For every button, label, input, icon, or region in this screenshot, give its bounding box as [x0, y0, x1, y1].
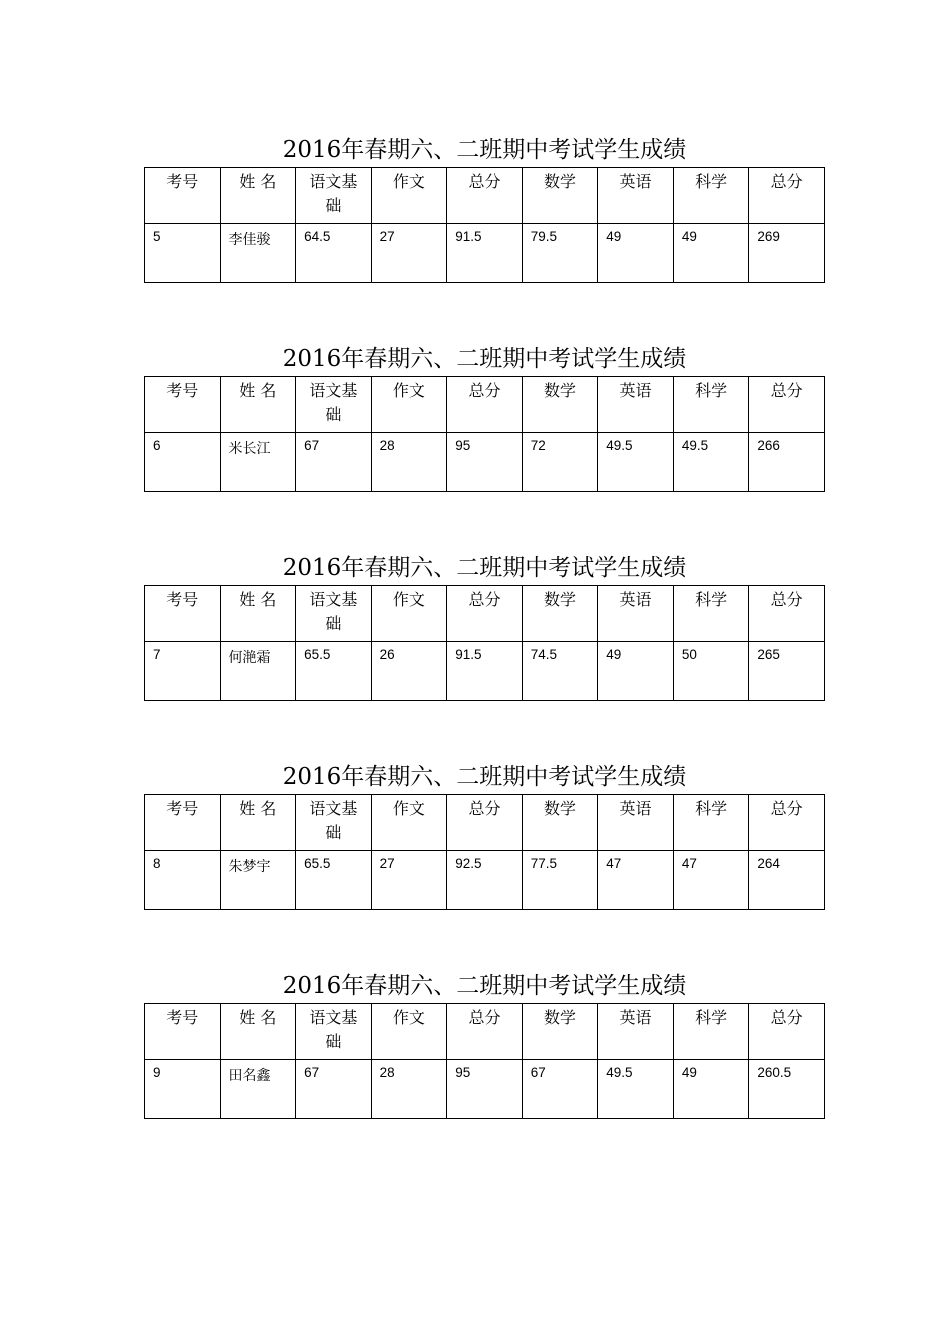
science-score: 47 — [673, 851, 749, 910]
header-chinese-basics: 语文基础 — [296, 377, 372, 433]
block-title: 2016年春期六、二班期中考试学生成绩 — [282, 764, 687, 790]
exam-number: 8 — [145, 851, 221, 910]
header-english: 英语 — [598, 168, 674, 224]
header-math: 数学 — [522, 1004, 598, 1060]
table-row — [145, 433, 825, 492]
math-score: 77.5 — [522, 851, 598, 910]
header-exam-number: 考号 — [145, 586, 221, 642]
header-math: 数学 — [522, 377, 598, 433]
science-score: 49 — [673, 224, 749, 283]
chinese-basics-score: 65.5 — [296, 642, 372, 701]
header-science: 科学 — [673, 377, 749, 433]
header-math: 数学 — [522, 168, 598, 224]
english-score: 49 — [598, 224, 674, 283]
composition-score: 28 — [371, 433, 447, 492]
header-science: 科学 — [673, 795, 749, 851]
header-grand-total: 总分 — [749, 168, 825, 224]
block-title: 2016年春期六、二班期中考试学生成绩 — [282, 555, 687, 581]
english-score: 49.5 — [598, 1060, 674, 1119]
english-score: 49 — [598, 642, 674, 701]
header-name: 姓 名 — [220, 1004, 296, 1060]
header-row — [145, 168, 825, 224]
chinese-basics-score: 67 — [296, 1060, 372, 1119]
header-row — [145, 377, 825, 433]
english-score: 47 — [598, 851, 674, 910]
header-grand-total: 总分 — [749, 1004, 825, 1060]
math-score: 79.5 — [522, 224, 598, 283]
header-name: 姓 名 — [220, 377, 296, 433]
grand-total-score: 260.5 — [749, 1060, 825, 1119]
composition-score: 27 — [371, 224, 447, 283]
header-english: 英语 — [598, 377, 674, 433]
student-name: 米长江 — [220, 433, 296, 492]
student-name: 朱梦宇 — [220, 851, 296, 910]
header-grand-total: 总分 — [749, 586, 825, 642]
header-chinese-basics: 语文基础 — [296, 168, 372, 224]
table-row — [145, 1060, 825, 1119]
score-table — [144, 794, 825, 910]
header-chinese-total: 总分 — [447, 168, 523, 224]
chinese-basics-score: 67 — [296, 433, 372, 492]
chinese-total-score: 91.5 — [447, 224, 523, 283]
header-math: 数学 — [522, 586, 598, 642]
chinese-total-score: 95 — [447, 1060, 523, 1119]
score-table — [144, 1003, 825, 1119]
header-exam-number: 考号 — [145, 377, 221, 433]
header-name: 姓 名 — [220, 586, 296, 642]
english-score: 49.5 — [598, 433, 674, 492]
header-english: 英语 — [598, 1004, 674, 1060]
science-score: 49 — [673, 1060, 749, 1119]
header-row — [145, 586, 825, 642]
header-exam-number: 考号 — [145, 1004, 221, 1060]
math-score: 74.5 — [522, 642, 598, 701]
block-title: 2016年春期六、二班期中考试学生成绩 — [282, 346, 687, 372]
header-chinese-basics: 语文基础 — [296, 1004, 372, 1060]
header-chinese-total: 总分 — [447, 795, 523, 851]
header-row — [145, 795, 825, 851]
block-title: 2016年春期六、二班期中考试学生成绩 — [282, 973, 687, 999]
header-chinese-basics: 语文基础 — [296, 586, 372, 642]
exam-number: 6 — [145, 433, 221, 492]
composition-score: 28 — [371, 1060, 447, 1119]
score-block — [144, 969, 825, 1119]
score-block — [144, 133, 825, 283]
table-row — [145, 224, 825, 283]
header-math: 数学 — [522, 795, 598, 851]
header-composition: 作文 — [371, 377, 447, 433]
header-chinese-total: 总分 — [447, 377, 523, 433]
header-grand-total: 总分 — [749, 795, 825, 851]
grand-total-score: 269 — [749, 224, 825, 283]
block-title: 2016年春期六、二班期中考试学生成绩 — [282, 137, 687, 163]
header-composition: 作文 — [371, 586, 447, 642]
composition-score: 27 — [371, 851, 447, 910]
score-table — [144, 167, 825, 283]
header-english: 英语 — [598, 586, 674, 642]
composition-score: 26 — [371, 642, 447, 701]
header-composition: 作文 — [371, 168, 447, 224]
science-score: 49.5 — [673, 433, 749, 492]
header-science: 科学 — [673, 586, 749, 642]
exam-number: 7 — [145, 642, 221, 701]
header-grand-total: 总分 — [749, 377, 825, 433]
grand-total-score: 265 — [749, 642, 825, 701]
chinese-total-score: 92.5 — [447, 851, 523, 910]
chinese-basics-score: 65.5 — [296, 851, 372, 910]
student-name: 李佳骏 — [220, 224, 296, 283]
grand-total-score: 266 — [749, 433, 825, 492]
chinese-total-score: 91.5 — [447, 642, 523, 701]
header-english: 英语 — [598, 795, 674, 851]
header-name: 姓 名 — [220, 795, 296, 851]
score-block — [144, 342, 825, 492]
grand-total-score: 264 — [749, 851, 825, 910]
score-table — [144, 585, 825, 701]
header-science: 科学 — [673, 168, 749, 224]
header-exam-number: 考号 — [145, 795, 221, 851]
math-score: 72 — [522, 433, 598, 492]
header-composition: 作文 — [371, 1004, 447, 1060]
header-exam-number: 考号 — [145, 168, 221, 224]
student-name: 田名鑫 — [220, 1060, 296, 1119]
chinese-basics-score: 64.5 — [296, 224, 372, 283]
exam-number: 5 — [145, 224, 221, 283]
header-science: 科学 — [673, 1004, 749, 1060]
header-chinese-basics: 语文基础 — [296, 795, 372, 851]
table-row — [145, 851, 825, 910]
score-table — [144, 376, 825, 492]
header-composition: 作文 — [371, 795, 447, 851]
table-row — [145, 642, 825, 701]
score-block — [144, 760, 825, 910]
score-block — [144, 551, 825, 701]
header-name: 姓 名 — [220, 168, 296, 224]
student-name: 何滟霜 — [220, 642, 296, 701]
science-score: 50 — [673, 642, 749, 701]
header-chinese-total: 总分 — [447, 1004, 523, 1060]
header-chinese-total: 总分 — [447, 586, 523, 642]
math-score: 67 — [522, 1060, 598, 1119]
chinese-total-score: 95 — [447, 433, 523, 492]
exam-number: 9 — [145, 1060, 221, 1119]
header-row — [145, 1004, 825, 1060]
